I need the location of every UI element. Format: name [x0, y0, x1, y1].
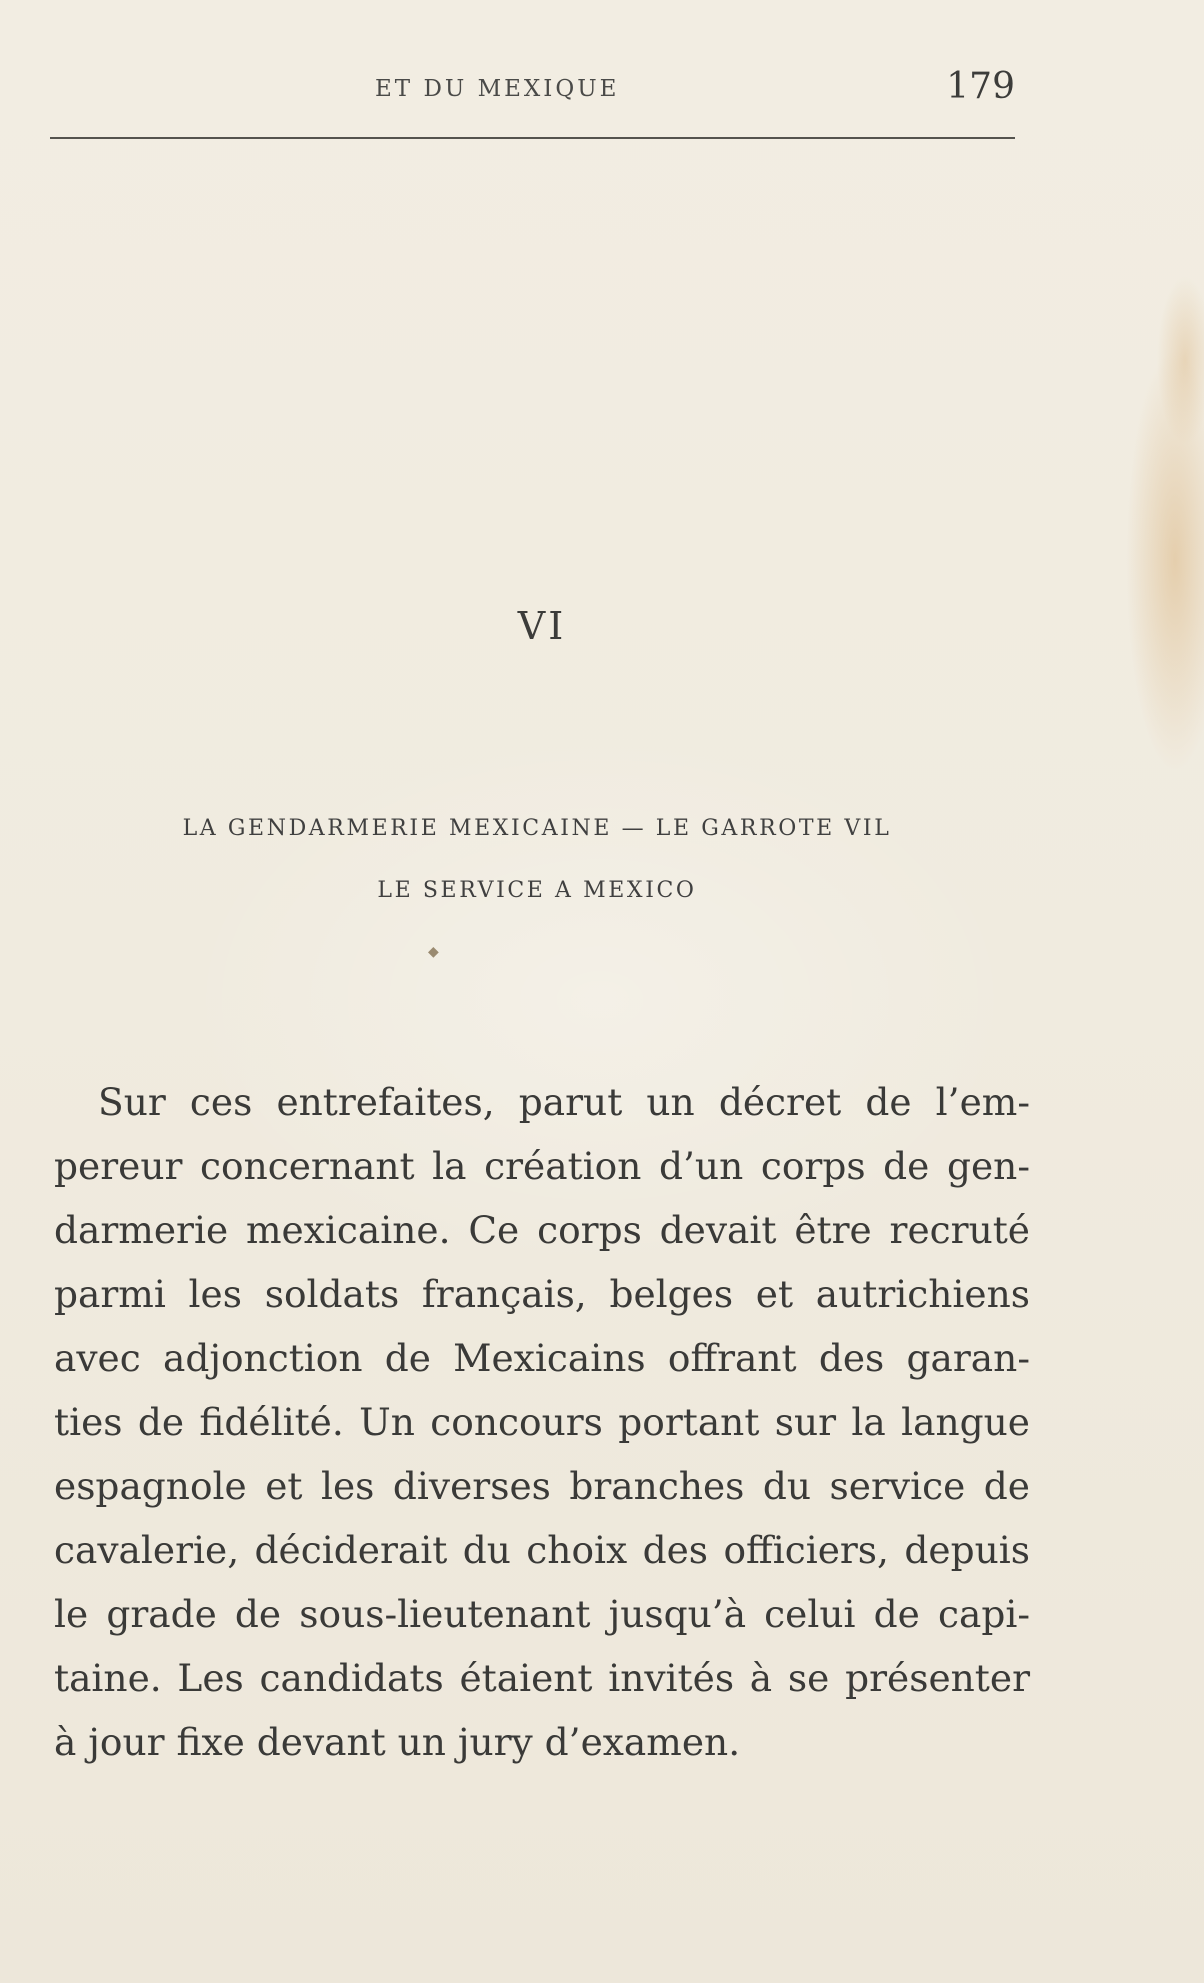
running-head: [50, 64, 1015, 114]
chapter-title-line: LE SERVICE A MEXICO: [377, 878, 697, 903]
chapter-title: [52, 798, 1022, 922]
page-number: 179: [946, 66, 1015, 107]
text-line: parmi les soldats français, belges et autrichiens: [54, 1272, 1030, 1316]
header-rule: [50, 137, 1015, 139]
text-line: Sur ces entrefaites, parut un décret de l’em-: [98, 1080, 1030, 1124]
text-line: pereur concernant la création d’un corps de gen-: [54, 1144, 1030, 1188]
text-line: le grade de sous-lieutenant jusqu’à celui de capi-: [54, 1592, 1030, 1636]
chapter-title-line: LA GENDARMERIE MEXICAINE — LE GARROTE VIL: [182, 816, 892, 841]
text-line: cavalerie, déciderait du choix des officiers, depuis: [54, 1528, 1030, 1572]
text-line: darmerie mexicaine. Ce corps devait être recruté: [54, 1208, 1030, 1252]
text-line: à jour fixe devant un jury d’examen.: [54, 1720, 741, 1764]
running-title: ET DU MEXIQUE: [375, 76, 620, 102]
text-line: espagnole et les diverses branches du service de: [54, 1464, 1030, 1508]
chapter-number: VI: [517, 604, 567, 648]
body-paragraph: [54, 1070, 1030, 1774]
text-line: ties de fidélité. Un concours portant sur la langue: [54, 1400, 1030, 1444]
ink-mark-icon: ◆: [428, 944, 439, 960]
text-line: avec adjonction de Mexicains offrant des garan-: [54, 1336, 1030, 1380]
text-line: taine. Les candidats étaient invités à se présenter: [54, 1656, 1030, 1700]
